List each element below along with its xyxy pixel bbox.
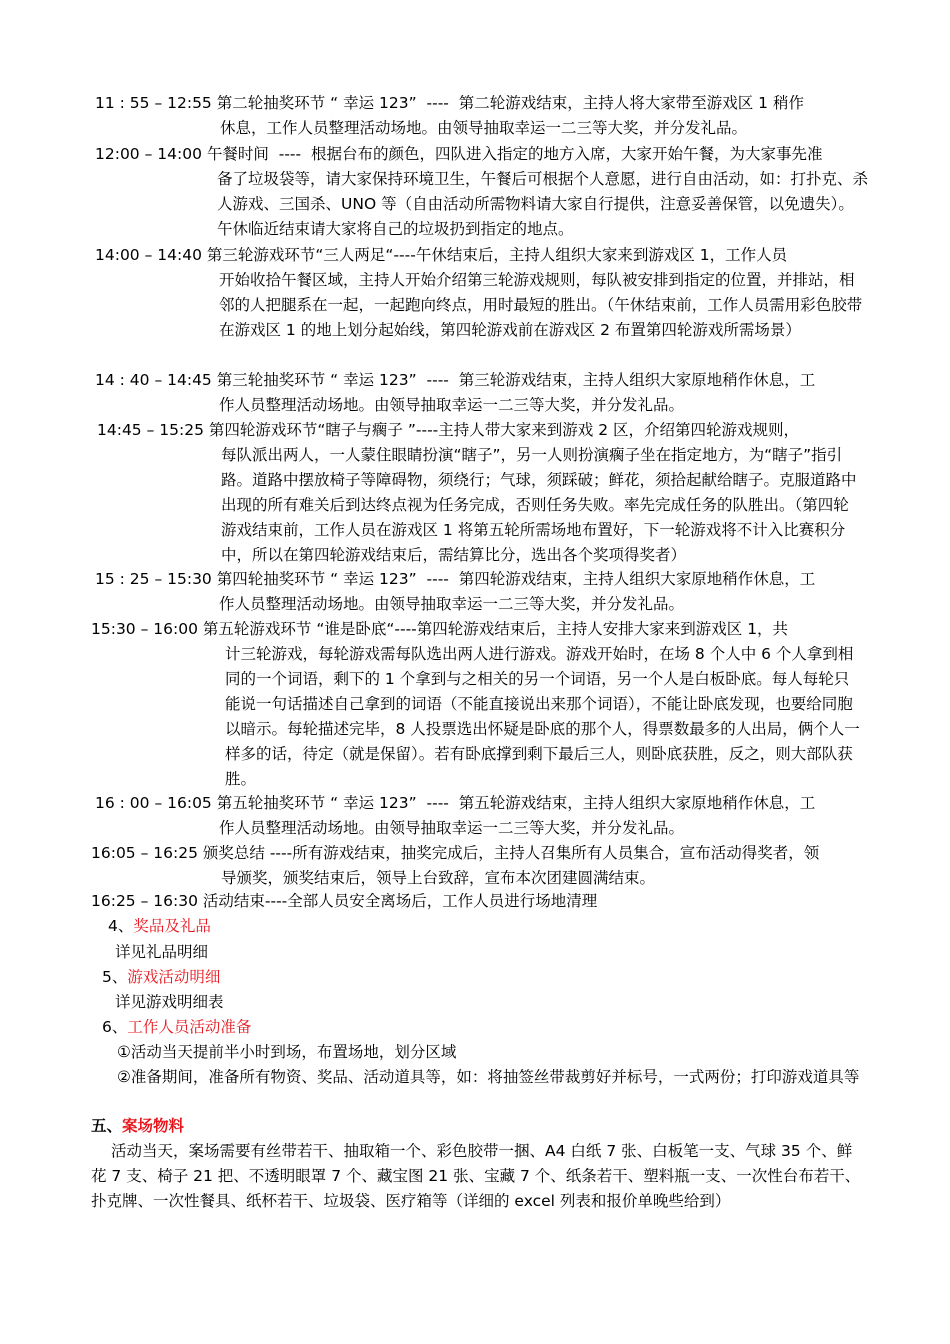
entry-first-line <box>97 418 872 443</box>
entry-time: 15:30 – 16:00 <box>91 620 198 638</box>
schedule-entry <box>91 889 871 914</box>
entry-text: 午休结束后，主持人组织大家来到游戏区 1，工作人员 <box>415 246 788 264</box>
entry-time: 15 : 25 – 15:30 <box>95 570 212 588</box>
entry-continuation: 开始收拾午餐区域，主持人开始介绍第三轮游戏规则，每队被安排到指定的位置，并排站，相邻的人把腿系在一起，一起跑向终点，用时最短的胜出。（午休结束前，工作人员需用彩色胶带在游戏区 1 的地上划分起始线，第四轮游戏前在游戏区 2 布置第四轮游戏所需场景） <box>219 271 863 339</box>
section-text: 详见游戏明细表 <box>115 993 224 1011</box>
entry-title: 第四轮抽奖环节 “ 幸运 123” ---- <box>216 570 459 588</box>
schedule-entry <box>95 791 865 841</box>
list-item: ①活动当天提前半小时到场，布置场地，划分区域 <box>117 1043 457 1061</box>
entry-text: 第四轮游戏结束后，主持人安排大家来到游戏区 1，共 <box>416 620 789 638</box>
section-heading-staff-prep <box>102 1015 251 1040</box>
entry-text: 全部人员安全离场后，工作人员进行场地清理 <box>287 892 598 910</box>
entry-title: 第五轮抽奖环节 “ 幸运 123” ---- <box>216 794 459 812</box>
entry-first-line <box>95 142 873 167</box>
entry-continuation: 休息，工作人员整理活动场地。由领导抽取幸运一二三等大奖，并分发礼品。 <box>220 119 748 137</box>
entry-text: 根据台布的颜色，四队进入指定的地方入席，大家开始午餐，为大家事先准 <box>310 145 823 163</box>
entry-continuation: 计三轮游戏，每轮游戏需每队选出两人进行游戏。游戏开始时，在场 8 个人中 6 个人拿到相同的一个词语，剩下的 1 个拿到与之相关的另一个词语，另一个人是白板卧底。每人每轮只能说一句话描述自己拿到的词语（不能直接说出来那个词语），不能让卧底发现，也要给同胞以暗示。每轮描述完毕，8 人投票选出怀疑是卧底的那个人，得票数最多的人出局，俩个人一样多的话，待定（就是保留）。若有卧底撑到剩下最后三人，则卧底获胜，反之，则大部队获胜。 <box>225 645 860 788</box>
materials-paragraph: 活动当天，案场需要有丝带若干、抽取箱一个、彩色胶带一捆、A4 白纸 7 张、白板笔一支、气球 35 个、鲜花 7 支、椅子 21 把、不透明眼罩 7 个、藏宝图 21 张、宝藏 7 个、纸条若干、塑料瓶一支、一次性台布若干、扑克牌、一次性餐具、纸杯若干、垃圾袋、医疗箱等（详细的 excel 列表和报价单晚些给到） <box>91 1142 861 1210</box>
entry-time: 16 : 00 – 16:05 <box>95 794 212 812</box>
schedule-entry <box>95 142 873 242</box>
entry-title: 第三轮抽奖环节 “ 幸运 123” ---- <box>216 371 459 389</box>
entry-continuation: 作人员整理活动场地。由领导抽取幸运一二三等大奖，并分发礼品。 <box>219 595 685 613</box>
entry-time: 14:45 – 15:25 <box>97 421 204 439</box>
entry-title: 活动结束---- <box>202 892 288 910</box>
entry-text: 第四轮游戏结束，主持人组织大家原地稍作休息，工 <box>458 570 816 588</box>
entry-first-line <box>91 841 871 866</box>
section-title: 奖品及礼品 <box>133 917 211 935</box>
entry-time: 14 : 40 – 14:45 <box>95 371 212 389</box>
entry-first-line <box>95 243 873 268</box>
entry-title: 第四轮游戏环节“瞎子与瘸子 ”---- <box>208 421 439 439</box>
entry-continuation: 导颁奖，颁奖结束后，领导上台致辞，宣布本次团建圆满结束。 <box>221 869 656 887</box>
section-number: 5、 <box>102 968 128 986</box>
entry-first-line <box>91 617 871 642</box>
entry-title: 午餐时间 ---- <box>206 145 311 163</box>
entry-first-line <box>91 889 871 914</box>
entry-text: 第五轮游戏结束，主持人组织大家原地稍作休息，工 <box>458 794 816 812</box>
entry-continuation: 作人员整理活动场地。由领导抽取幸运一二三等大奖，并分发礼品。 <box>219 819 685 837</box>
entry-time: 12:00 – 14:00 <box>95 145 202 163</box>
entry-time: 16:25 – 16:30 <box>91 892 198 910</box>
schedule-entry <box>95 567 865 617</box>
entry-continuation: 作人员整理活动场地。由领导抽取幸运一二三等大奖，并分发礼品。 <box>219 396 685 414</box>
part-title: 案场物料 <box>122 1117 185 1135</box>
section-title: 工作人员活动准备 <box>127 1018 252 1036</box>
entry-continuation: 备了垃圾袋等，请大家保持环境卫生，午餐后可根据个人意愿，进行自由活动，如：打扑克、杀人游戏、三国杀、UNO 等（自由活动所需物料请大家自行提供，注意妥善保管，以免遗失）。午休临近结束请大家将自己的垃圾扔到指定的地点。 <box>217 170 869 238</box>
entry-first-line <box>95 368 865 393</box>
schedule-entry <box>95 368 865 418</box>
section-number: 6、 <box>102 1018 128 1036</box>
entry-time: 14:00 – 14:40 <box>95 246 202 264</box>
list-item-text: ②准备期间，准备所有物资、奖品、活动道具等，如：将抽签丝带裁剪好并标号，一式两份；打印游戏道具等 <box>117 1068 860 1086</box>
entry-text: 主持人带大家来到游戏 2 区，介绍第四轮游戏规则， <box>438 421 799 439</box>
entry-time: 11 : 55 – 12:55 <box>95 94 212 112</box>
section-number: 4、 <box>108 917 134 935</box>
entry-title: 第三轮游戏环节“三人两足“---- <box>206 246 416 264</box>
part-heading-materials <box>91 1114 184 1139</box>
list-item <box>117 1065 865 1090</box>
section-text: 详见礼品明细 <box>115 943 209 961</box>
entry-continuation: 每队派出两人，一人蒙住眼睛扮演“瞎子”，另一人则扮演瘸子坐在指定地方，为“瞎子”指引路。道路中摆放椅子等障碍物，须绕行；气球，须踩破；鲜花，须拾起献给瞎子。克服道路中出现的所有难关后到达终点视为任务完成，否则任务失败。率先完成任务的队胜出。（第四轮游戏结束前，工作人员在游戏区 1 将第五轮所需场地布置好，下一轮游戏将不计入比赛积分中，所以在第四轮游戏结束后，需结算比分，选出各个奖项得奖者） <box>221 446 857 564</box>
entry-title: 第二轮抽奖环节 “ 幸运 123” ---- <box>216 94 459 112</box>
section-heading-prizes <box>108 914 211 939</box>
schedule-entry <box>91 617 871 792</box>
schedule-entry <box>97 418 872 568</box>
entry-text: 第三轮游戏结束，主持人组织大家原地稍作休息，工 <box>458 371 816 389</box>
entry-time: 16:05 – 16:25 <box>91 844 198 862</box>
entry-text: 第二轮游戏结束，主持人将大家带至游戏区 1 稍作 <box>458 94 804 112</box>
entry-first-line <box>95 567 865 592</box>
section-title: 游戏活动明细 <box>127 968 221 986</box>
part-number: 五、 <box>91 1117 123 1135</box>
schedule-entry <box>91 841 871 891</box>
entry-first-line <box>95 791 865 816</box>
schedule-entry <box>95 91 865 141</box>
entry-first-line <box>95 91 865 116</box>
schedule-entry <box>95 243 873 343</box>
section-heading-games <box>102 965 220 990</box>
entry-title: 颁奖总结 ---- <box>202 844 293 862</box>
entry-text: 所有游戏结束，抽奖完成后，主持人召集所有人员集合，宣布活动得奖者，领 <box>292 844 820 862</box>
entry-title: 第五轮游戏环节 “谁是卧底“---- <box>202 620 417 638</box>
